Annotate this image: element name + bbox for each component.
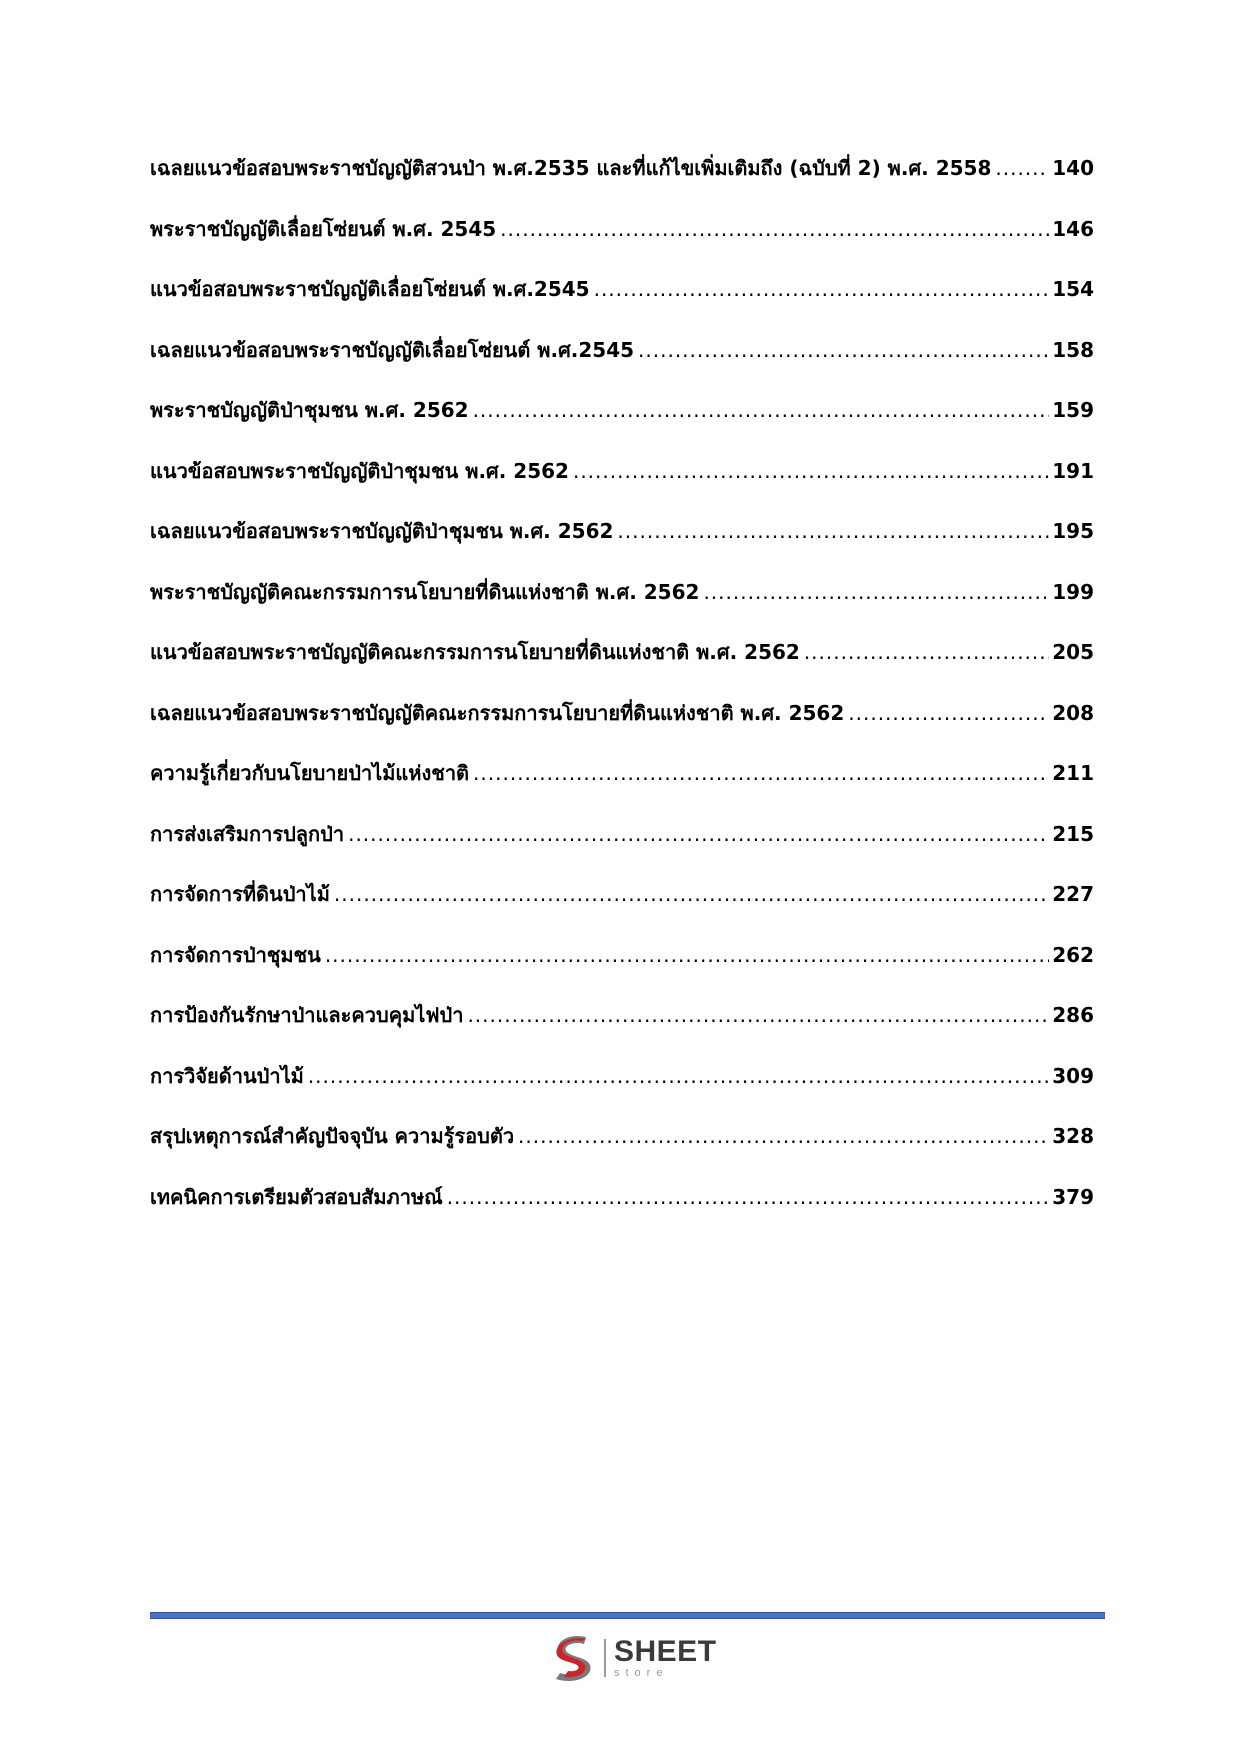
toc-entry-title: แนวข้อสอบพระราชบัญญัติเลื่อยโซ่ยนต์ พ.ศ.2545 — [150, 277, 590, 301]
toc-dot-leader — [473, 398, 1050, 422]
toc-entry[interactable] — [150, 999, 1094, 1060]
toc-entry-title: สรุปเหตุการณ์สำคัญปัจจุบัน ความรู้รอบตัว — [150, 1124, 515, 1148]
toc-dot-leader — [308, 1064, 1049, 1088]
toc-entry-title: เฉลยแนวข้อสอบพระราชบัญญัติคณะกรรมการนโยบายที่ดินแห่งชาติ พ.ศ. 2562 — [150, 700, 845, 725]
toc-dot-leader — [638, 338, 1049, 362]
table-of-contents — [150, 152, 1094, 1241]
toc-entry[interactable] — [150, 394, 1094, 455]
toc-entry-title: เทคนิคการเตรียมตัวสอบสัมภาษณ์ — [150, 1184, 443, 1209]
toc-entry[interactable] — [150, 576, 1094, 637]
toc-entry[interactable] — [150, 515, 1094, 576]
toc-dot-leader — [348, 822, 1049, 846]
toc-entry-title: การจัดการป่าชุมชน — [150, 942, 321, 967]
toc-entry[interactable] — [150, 757, 1094, 818]
toc-entry-title: การป้องกันรักษาป่าและควบคุมไฟป่า — [150, 1003, 464, 1027]
toc-entry[interactable] — [150, 878, 1094, 939]
toc-entry-page: 262 — [1052, 942, 1094, 967]
logo-text — [614, 1637, 717, 1679]
toc-entry[interactable] — [150, 1060, 1094, 1121]
toc-entry[interactable] — [150, 213, 1094, 274]
toc-dot-leader — [467, 1003, 1049, 1027]
toc-entry-page: 154 — [1052, 277, 1094, 301]
toc-entry[interactable] — [150, 636, 1094, 697]
toc-dot-leader — [573, 459, 1049, 483]
toc-entry-page: 227 — [1052, 882, 1094, 906]
toc-entry-title: เฉลยแนวข้อสอบพระราชบัญญัติป่าชุมชน พ.ศ. 2562 — [150, 519, 614, 543]
toc-entry-page: 205 — [1052, 640, 1094, 664]
toc-entry-page: 328 — [1052, 1124, 1094, 1148]
toc-entry[interactable] — [150, 818, 1094, 879]
toc-dot-leader — [617, 519, 1049, 543]
logo-sub: store — [614, 1667, 669, 1679]
footer-divider — [150, 1612, 1105, 1619]
toc-dot-leader — [848, 701, 1049, 725]
toc-dot-leader — [594, 277, 1050, 301]
toc-entry-page: 379 — [1052, 1184, 1094, 1209]
toc-entry-page: 215 — [1052, 821, 1094, 846]
toc-dot-leader — [703, 580, 1049, 604]
toc-entry[interactable] — [150, 697, 1094, 758]
toc-dot-leader — [500, 217, 1049, 241]
toc-entry-title: ความรู้เกี่ยวกับนโยบายป่าไม้แห่งชาติ — [150, 761, 470, 785]
toc-entry-page: 309 — [1052, 1063, 1094, 1088]
toc-entry-title: พระราชบัญญัติเลื่อยโซ่ยนต์ พ.ศ. 2545 — [150, 216, 497, 241]
toc-entry-title: เฉลยแนวข้อสอบพระราชบัญญัติสวนป่า พ.ศ.2535 และที่แก้ไขเพิ่มเติมถึง (ฉบับที่ 2) พ.ศ. 2558 — [150, 156, 992, 180]
sheet-store-logo-icon — [548, 1631, 598, 1685]
toc-entry[interactable] — [150, 273, 1094, 334]
logo-divider — [604, 1639, 606, 1677]
toc-entry[interactable] — [150, 152, 1094, 213]
sheet-store-logo — [548, 1630, 717, 1686]
toc-entry[interactable] — [150, 1181, 1094, 1242]
toc-entry-page: 140 — [1052, 156, 1094, 180]
toc-entry-page: 199 — [1052, 579, 1094, 604]
toc-entry-title: แนวข้อสอบพระราชบัญญัติป่าชุมชน พ.ศ. 2562 — [150, 458, 569, 483]
toc-entry[interactable] — [150, 334, 1094, 395]
toc-entry-page: 146 — [1052, 216, 1094, 241]
toc-entry[interactable] — [150, 455, 1094, 516]
toc-entry[interactable] — [150, 1120, 1094, 1181]
toc-dot-leader — [995, 156, 1049, 180]
toc-entry-title: แนวข้อสอบพระราชบัญญัติคณะกรรมการนโยบายที่ดินแห่งชาติ พ.ศ. 2562 — [150, 640, 800, 664]
toc-entry-page: 286 — [1052, 1003, 1094, 1027]
toc-dot-leader — [334, 882, 1049, 906]
toc-dot-leader — [447, 1185, 1050, 1209]
toc-entry-title: การวิจัยด้านป่าไม้ — [150, 1063, 304, 1088]
toc-entry-title: เฉลยแนวข้อสอบพระราชบัญญัติเลื่อยโซ่ยนต์ พ.ศ.2545 — [150, 337, 635, 362]
toc-entry-title: พระราชบัญญัติคณะกรรมการนโยบายที่ดินแห่งชาติ พ.ศ. 2562 — [150, 579, 700, 604]
toc-dot-leader — [325, 943, 1049, 967]
toc-entry[interactable] — [150, 939, 1094, 1000]
toc-dot-leader — [518, 1124, 1049, 1148]
toc-entry-page: 211 — [1052, 761, 1094, 785]
toc-entry-page: 195 — [1052, 519, 1094, 543]
toc-entry-page: 208 — [1052, 700, 1094, 725]
toc-entry-title: การจัดการที่ดินป่าไม้ — [150, 882, 330, 906]
toc-entry-page: 159 — [1052, 398, 1094, 422]
toc-entry-page: 191 — [1052, 458, 1094, 483]
toc-dot-leader — [804, 640, 1049, 664]
toc-entry-title: พระราชบัญญัติป่าชุมชน พ.ศ. 2562 — [150, 398, 469, 422]
logo-word: SHEET — [614, 1635, 717, 1668]
toc-entry-page: 158 — [1052, 337, 1094, 362]
toc-entry-title: การส่งเสริมการปลูกป่า — [150, 821, 345, 846]
toc-dot-leader — [473, 761, 1049, 785]
